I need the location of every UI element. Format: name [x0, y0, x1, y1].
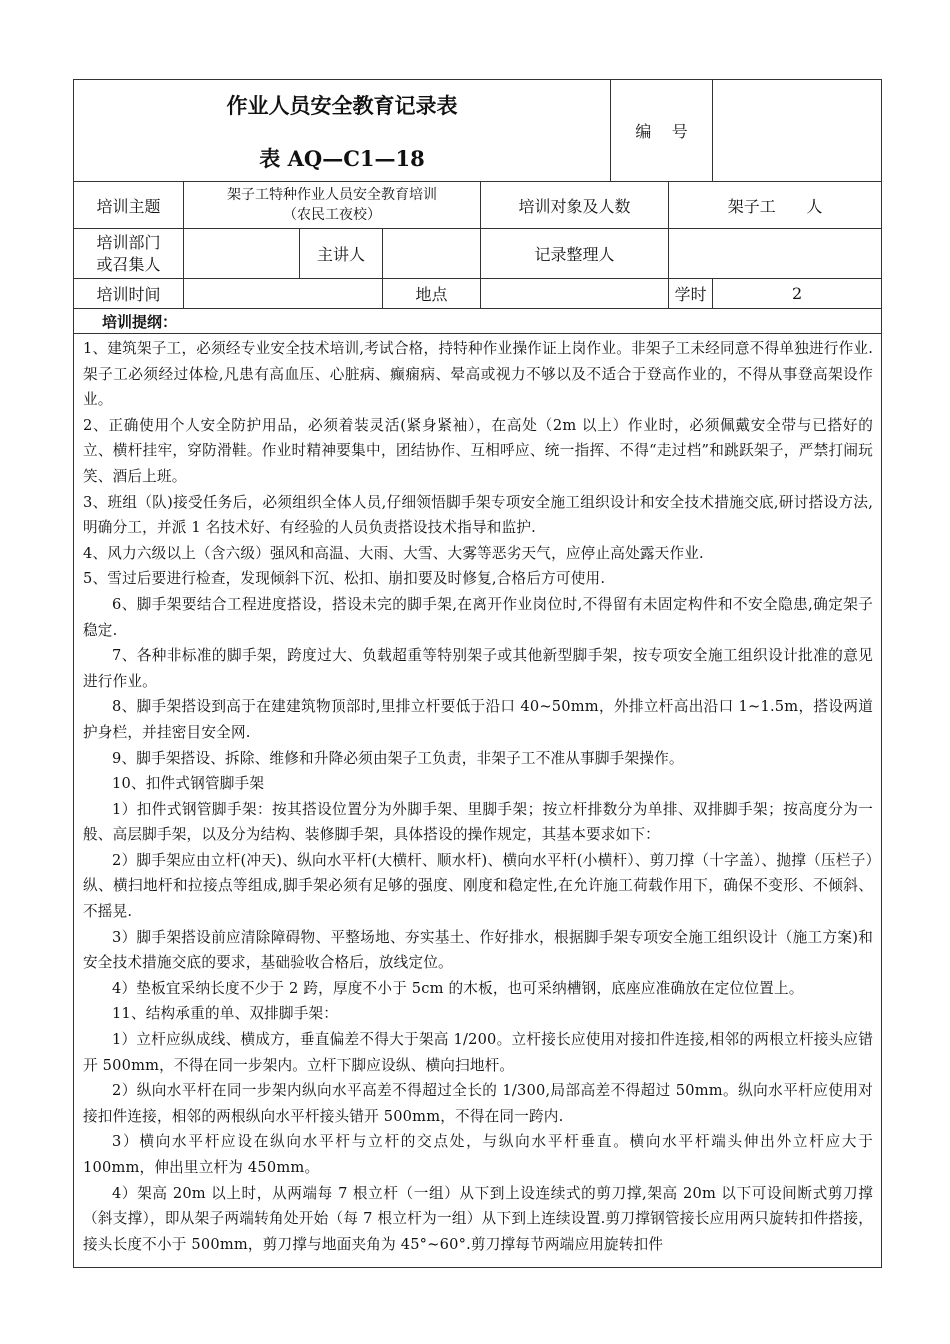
topic-label: 培训主题 [74, 182, 184, 229]
recorder-label: 记录整理人 [481, 229, 669, 279]
outline-item-11: 11、结构承重的单、双排脚手架： [112, 1005, 339, 1023]
hours-label: 学时 [669, 279, 713, 309]
time-label: 培训时间 [74, 279, 184, 309]
outline-item-10: 10、扣件式钢管脚手架 [112, 775, 265, 793]
outline-item-6: 6、脚手架要结合工程进度搭设，搭设未完的脚手架,在离开作业岗位时,不得留有未固定构件和不安全隐患,确定架子稳定. [83, 595, 874, 639]
topic-value-line1: 架子工特种作业人员安全教育培训 [227, 187, 437, 203]
audience-label: 培训对象及人数 [481, 182, 669, 229]
outline-item-3: 3、班组（队)接受任务后，必须组织全体人员,仔细领悟脚手架专项安全施工组织设计和安全技术措施交底,研讨搭设方法,明确分工，并派 1 名技术好、有经验的人员负责搭设技术指导和监护. [83, 493, 874, 537]
outline-item-10-4: 4）垫板宜采纳长度不少于 2 跨，厚度不小于 5cm 的木板，也可采纳槽钢，底座应准确放在定位位置上。 [112, 979, 804, 997]
topic-value[interactable] [184, 182, 481, 229]
number-label: 编 号 [611, 80, 713, 182]
safety-education-record-table [73, 79, 882, 1268]
place-value[interactable] [481, 279, 669, 309]
form-code: 表 AQ—C1—18 [259, 146, 425, 171]
dept-value[interactable] [184, 229, 300, 279]
lecturer-value[interactable] [383, 229, 481, 279]
dept-label-line1: 培训部门 [96, 232, 161, 252]
dept-label [74, 229, 184, 279]
dept-label-line2: 或召集人 [96, 254, 161, 274]
outline-body [74, 334, 882, 1268]
lecturer-label: 主讲人 [300, 229, 383, 279]
outline-item-11-1: 1）立杆应纵成线、横成方，垂直偏差不得大于架高 1/200。立杆接长应使用对接扣件连接,相邻的两根立杆接头应错开 500mm，不得在同一步架内。立杆下脚应设纵、横向扫地杆。 [83, 1031, 874, 1074]
outline-item-2: 2、正确使用个人安全防护用品，必须着装灵活(紧身紧袖），在高处（2m 以上）作业时，必须佩戴安全带与已搭好的立、横杆挂牢，穿防滑鞋。作业时精神要集中，团结协作、互相呼应、统一指挥、不得“走过档”和跳跃架子，严禁打闹玩笑、酒后上班。 [83, 416, 874, 485]
audience-value[interactable]: 架子工 人 [669, 182, 882, 229]
outline-item-10-2: 2）脚手架应由立杆(冲天)、纵向水平杆(大横杆、顺水杆)、横向水平杆(小横杆）、剪刀撑（十字盖）、抛撑（压栏子）纵、横扫地杆和拉接点等组成,脚手架必须有足够的强度、刚度和稳定性,在允许施工荷载作用下，确保不变形、不倾斜、不摇晃. [83, 851, 874, 921]
outline-item-8: 8、脚手架搭设到高于在建建筑物顶部时,里排立杆要低于沿口 40~50mm，外排立杆高出沿口 1~1.5m，搭设两道护身栏，并挂密目安全网. [83, 698, 874, 741]
outline-item-10-3: 3）脚手架搭设前应清除障碍物、平整场地、夯实基土、作好排水，根据脚手架专项安全施工组织设计（施工方案)和安全技术措施交底的要求，基础验收合格后，放线定位。 [83, 928, 874, 972]
number-value[interactable] [713, 80, 882, 182]
outline-item-10-1: 1）扣件式钢管脚手架：按其搭设位置分为外脚手架、里脚手架；按立杆排数分为单排、双排脚手架；按高度分为一般、高层脚手架，以及分为结构、装修脚手架，具体搭设的操作规定，其基本要求如下： [83, 800, 874, 844]
title-cell [74, 80, 611, 182]
form-title: 作业人员安全教育记录表 [226, 94, 458, 118]
outline-item-11-3: 3）横向水平杆应设在纵向水平杆与立杆的交点处，与纵向水平杆垂直。横向水平杆端头伸出外立杆应大于 100mm，伸出里立杆为 450mm。 [83, 1133, 874, 1176]
outline-item-5: 5、雪过后要进行检查，发现倾斜下沉、松扣、崩扣要及时修复,合格后方可使用. [83, 570, 606, 588]
outline-item-11-4: 4）架高 20m 以上时，从两端每 7 根立杆（一组）从下到上设连续式的剪刀撑,架高 20m 以下可设间断式剪刀撑（斜支撑），即从架子两端转角处开始（每 7 根立杆为一组）从下到上连续设置.剪刀撑钢管接长应用两只旋转扣件搭接，接头长度不小于 500mm，剪刀撑与地面夹角为 45°~60°.剪刀撑每节两端应用旋转扣件 [83, 1184, 874, 1253]
outline-item-1: 1、建筑架子工，必须经专业安全技术培训,考试合格，持特种作业操作证上岗作业。非架子工未经同意不得单独进行作业.架子工必须经过体检,凡患有高血压、心脏病、癫痫病、晕高或视力不够以及不适合于登高作业的，不得从事登高架设作业。 [83, 340, 874, 409]
outline-item-11-2: 2）纵向水平杆在同一步架内纵向水平高差不得超过全长的 1/300,局部高差不得超过 50mm。纵向水平杆应使用对接扣件连接，相邻的两根纵向水平杆接头错开 500mm，不得在同一跨内. [83, 1082, 874, 1125]
time-value[interactable] [184, 279, 383, 309]
recorder-value[interactable] [669, 229, 882, 279]
outline-heading: 培训提纲： [74, 309, 882, 334]
place-label: 地点 [383, 279, 481, 309]
hours-value[interactable]: 2 [713, 279, 882, 309]
outline-item-7: 7、各种非标准的脚手架，跨度过大、负载超重等特别架子或其他新型脚手架，按专项安全施工组织设计批准的意见进行作业。 [83, 647, 874, 690]
topic-value-line2: （农民工夜校） [283, 207, 381, 223]
outline-item-4: 4、风力六级以上（含六级）强风和高温、大雨、大雪、大雾等恶劣天气，应停止高处露天作业. [83, 544, 704, 562]
outline-item-9: 9、脚手架搭设、拆除、维修和升降必须由架子工负责，非架子工不准从事脚手架操作。 [112, 749, 684, 767]
